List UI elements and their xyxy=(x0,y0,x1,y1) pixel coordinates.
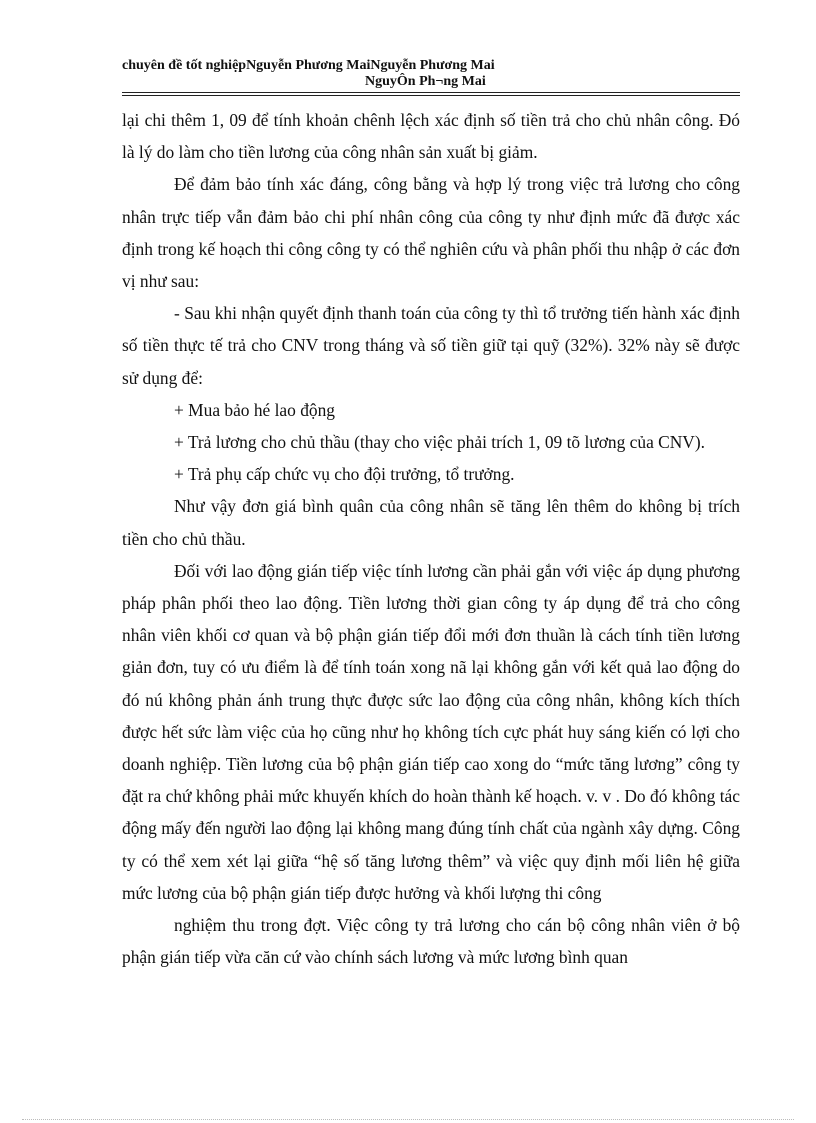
paragraph-1: lại chi thêm 1, 09 để tính khoản chênh lệch xác định số tiền trả cho chủ nhân công. Đó là lý do làm cho tiền lương của công nhân sản xuất bị giảm. xyxy=(122,110,740,163)
document-body xyxy=(122,104,740,973)
list-item-1: + Mua bảo hé lao động xyxy=(174,399,335,420)
page-header xyxy=(122,58,740,90)
list-item-2: + Trả lương cho chủ thầu (thay cho việc phải trích 1, 09 tõ lương của CNV). xyxy=(174,432,705,453)
paragraph-5: Đối với lao động gián tiếp việc tính lương cần phải gắn với việc áp dụng phương pháp phân phối theo lao động. Tiền lương thời gian công ty áp dụng để trả cho công nhân viên khối cơ quan và bộ phận gián tiếp đổi mới đơn thuần là cách tính tiền lương giản đơn, tuy có ưu điểm là để tính toán xong nã lại không gắn với kết quả lao động do đó nú không phản ánh trung thực được sức lao động của công nhân, không kích thích được hết sức làm việc của họ cũng như họ không tích cực phát huy sáng kiến có lợi cho doanh nghiệp. Tiền lương của bộ phận gián tiếp cao xong do “mức tăng lương” công ty đặt ra chứ không phải mức khuyến khích do hoàn thành kế hoạch. v. v . Do đó không tác động mấy đến người lao động lại không mang đúng tính chất của ngành xây dựng. Công ty có thể xem xét lại giữa “hệ số tăng lương thêm” và việc quy định mối liên hệ giữa mức lương của bộ phận gián tiếp được hưởng và khối lượng thi công xyxy=(122,560,740,903)
header-rule-bottom xyxy=(122,95,740,96)
paragraph-4: Như vậy đơn giá bình quân của công nhân sẽ tăng lên thêm do không bị trích tiền cho chủ thầu. xyxy=(122,496,740,549)
paragraph-3: - Sau khi nhận quyết định thanh toán của công ty thì tổ trưởng tiến hành xác định số tiền thực tế trả cho CNV trong tháng và số tiền giữ tại quỹ (32%). 32% này sẽ được sử dụng để: xyxy=(122,303,740,388)
list-item-3: + Trả phụ cấp chức vụ cho đội trưởng, tổ trưởng. xyxy=(174,464,515,485)
paragraph-2: Để đảm bảo tính xác đáng, công bằng và hợp lý trong việc trả lương cho công nhân trực tiếp vẫn đảm bảo chi phí nhân công của công ty như định mức đã được xác định trong kế hoạch thi công công ty có thể nghiên cứu và phân phối thu nhập ở các đơn vị như sau: xyxy=(122,174,740,292)
page-bottom-divider xyxy=(22,1119,794,1120)
header-title: chuyên đề tốt nghiệpNguyễn Phương MaiNguyễn Phương Mai xyxy=(122,58,495,73)
header-author: NguyÔn Ph¬ng Mai xyxy=(365,74,486,89)
paragraph-6: nghiệm thu trong đợt. Việc công ty trả lương cho cán bộ công nhân viên ở bộ phận gián tiếp vừa căn cứ vào chính sách lương và mức lương bình quan xyxy=(122,915,740,968)
header-rule-top xyxy=(122,92,740,93)
